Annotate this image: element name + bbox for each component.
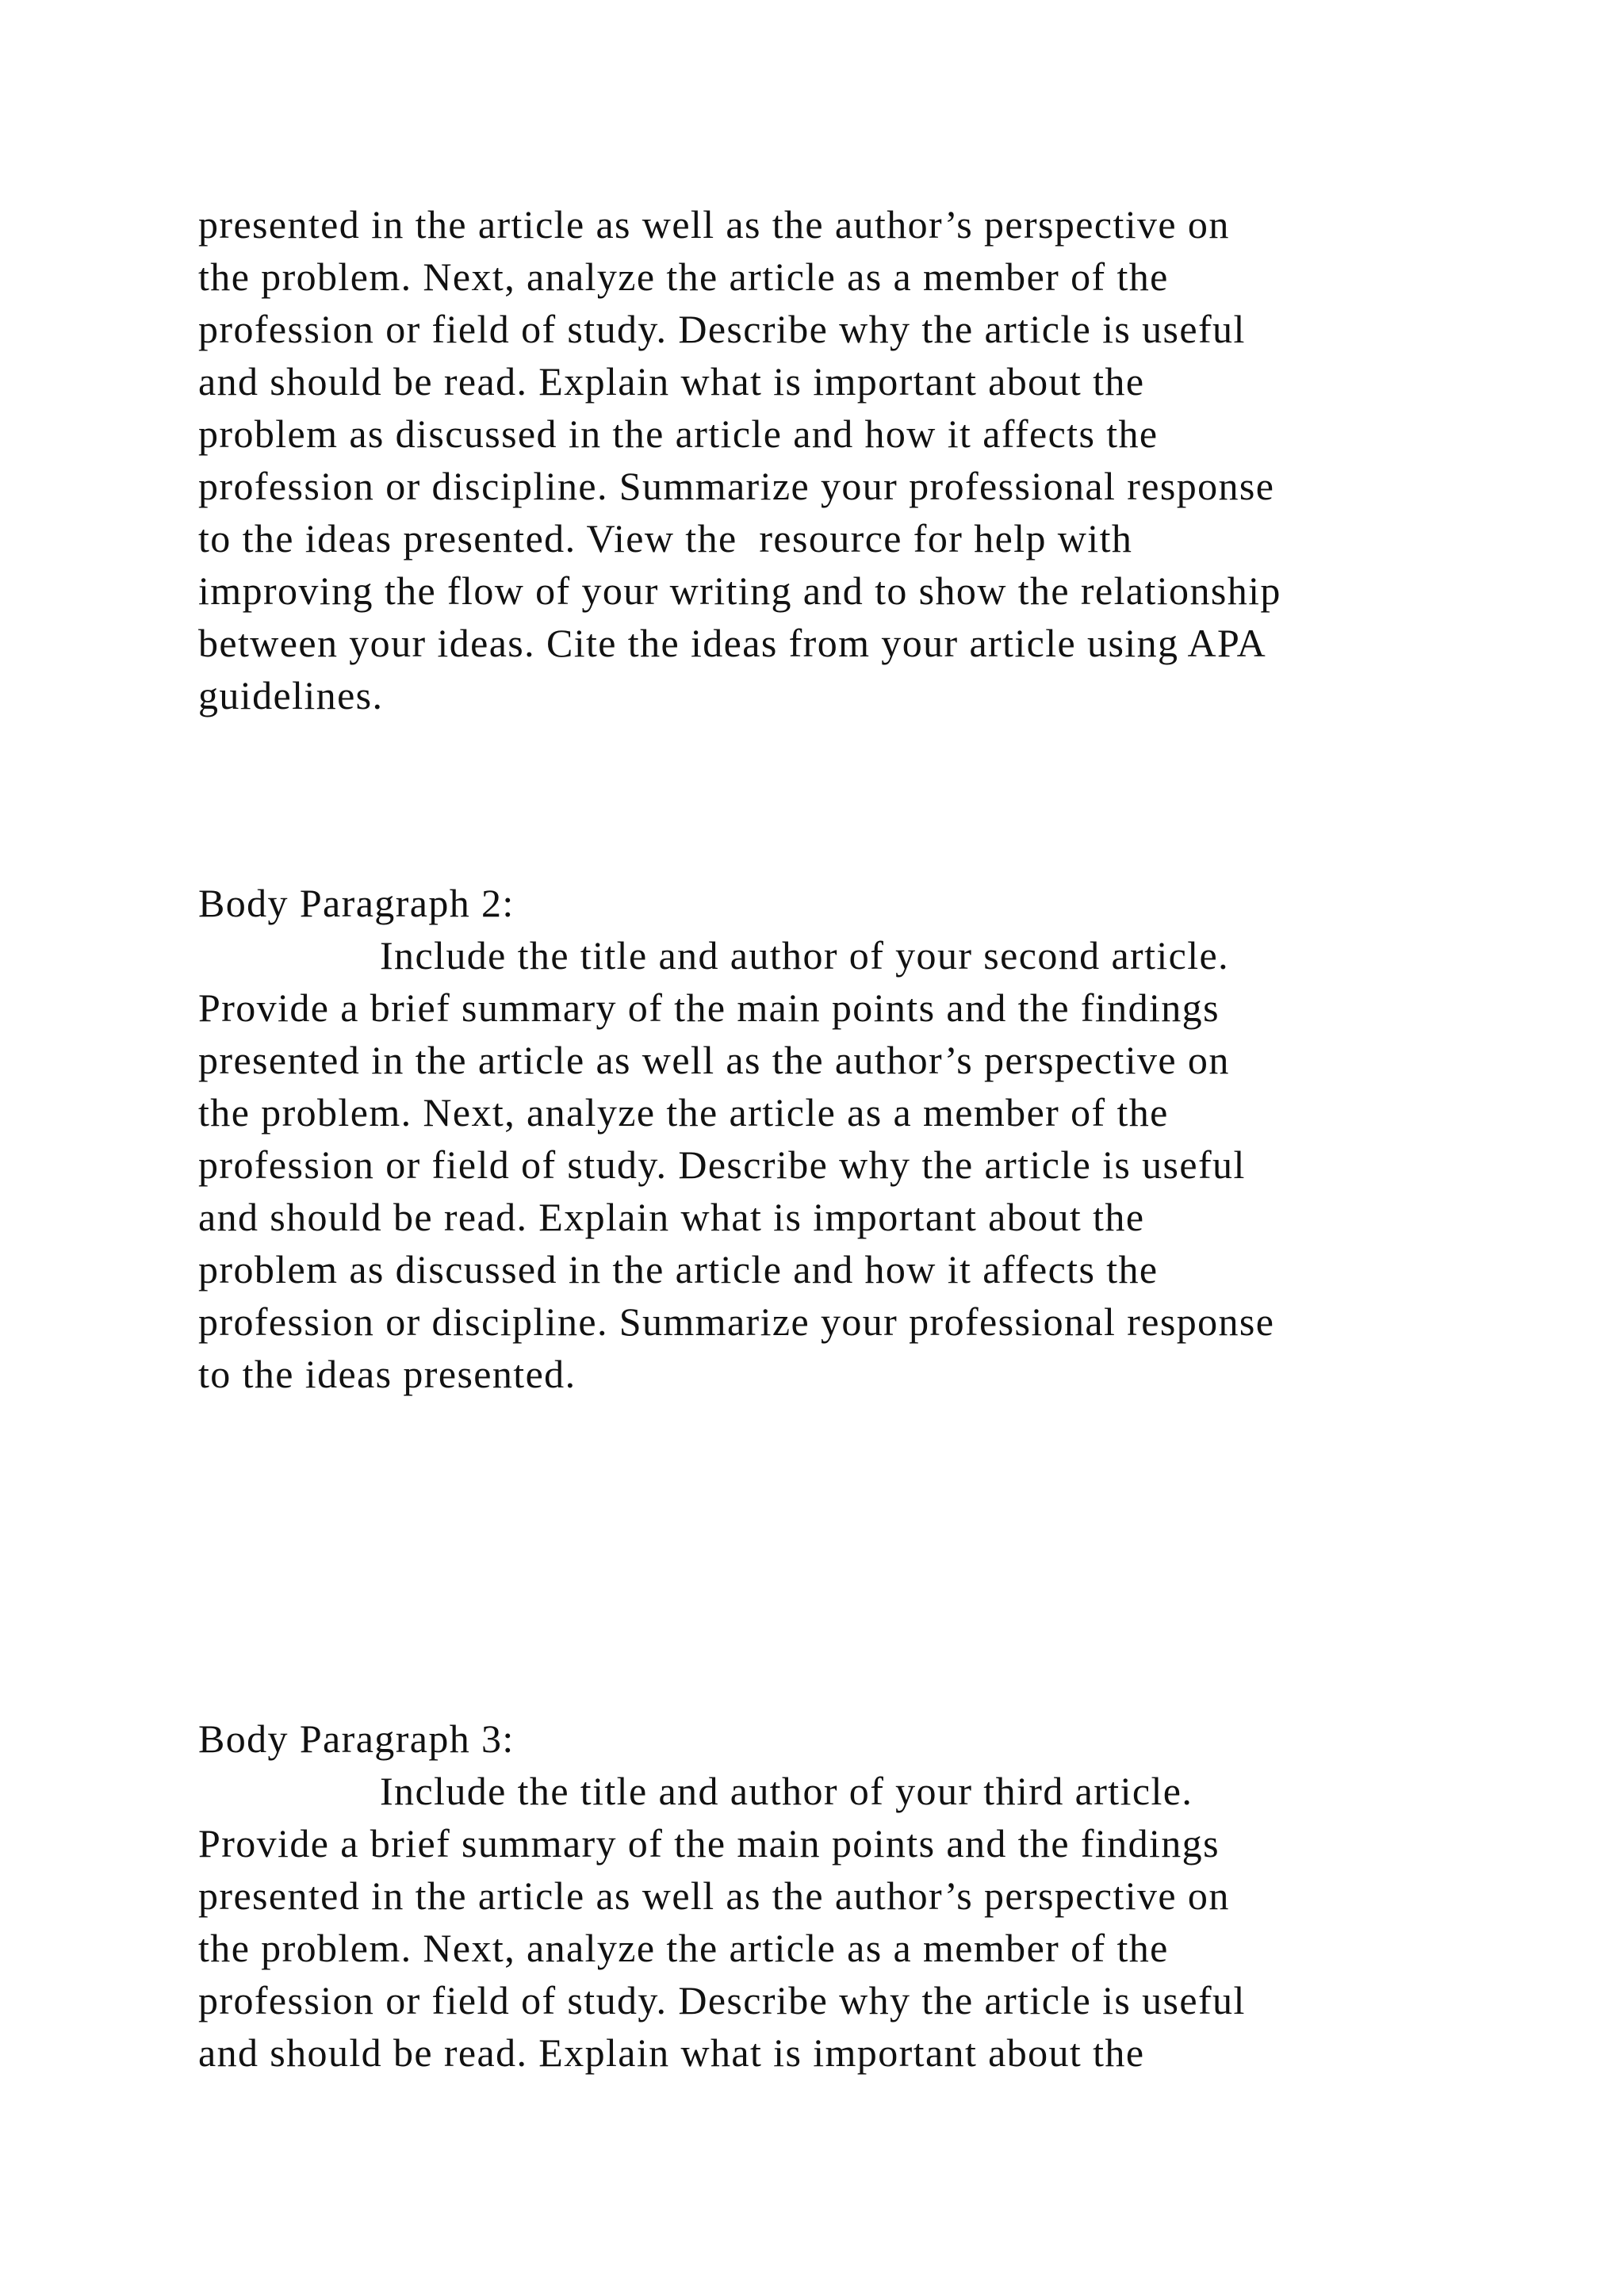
text-line: presented in the article as well as the author’s perspective on	[198, 1038, 1230, 1082]
text-line: profession or discipline. Summarize your professional response	[198, 464, 1275, 508]
text-line: to the ideas presented.	[198, 1352, 576, 1396]
text-line: Include the title and author of your second article.	[380, 933, 1230, 978]
text-line: profession or field of study. Describe why the article is useful	[198, 307, 1246, 351]
section-heading: Body Paragraph 2:	[198, 881, 515, 925]
text-line: to the ideas presented. View the resource for help with	[198, 516, 1133, 561]
text-line: guidelines.	[198, 673, 384, 718]
text-line: improving the flow of your writing and to show the relationship	[198, 568, 1281, 613]
text-line: Include the title and author of your third article.	[380, 1769, 1193, 1813]
text-line: profession or field of study. Describe why the article is useful	[198, 1978, 1246, 2022]
text-line: problem as discussed in the article and how it affects the	[198, 411, 1159, 456]
text-line: presented in the article as well as the author’s perspective on	[198, 202, 1230, 247]
text-line: and should be read. Explain what is important about the	[198, 359, 1145, 404]
text-line: problem as discussed in the article and how it affects the	[198, 1247, 1159, 1292]
text-line: Provide a brief summary of the main points and the findings	[198, 985, 1220, 1030]
text-line: the problem. Next, analyze the article as a member of the	[198, 1926, 1169, 1970]
text-line: Provide a brief summary of the main points and the findings	[198, 1821, 1220, 1866]
text-line: presented in the article as well as the author’s perspective on	[198, 1873, 1230, 1918]
text-line: between your ideas. Cite the ideas from your article using APA	[198, 621, 1267, 665]
section-heading: Body Paragraph 3:	[198, 1716, 515, 1761]
text-line: profession or discipline. Summarize your professional response	[198, 1299, 1275, 1344]
text-line: profession or field of study. Describe why the article is useful	[198, 1142, 1246, 1187]
text-line: the problem. Next, analyze the article as a member of the	[198, 1090, 1169, 1135]
text-line: and should be read. Explain what is important about the	[198, 2030, 1145, 2075]
text-line: the problem. Next, analyze the article as a member of the	[198, 254, 1169, 299]
text-line: and should be read. Explain what is important about the	[198, 1195, 1145, 1239]
